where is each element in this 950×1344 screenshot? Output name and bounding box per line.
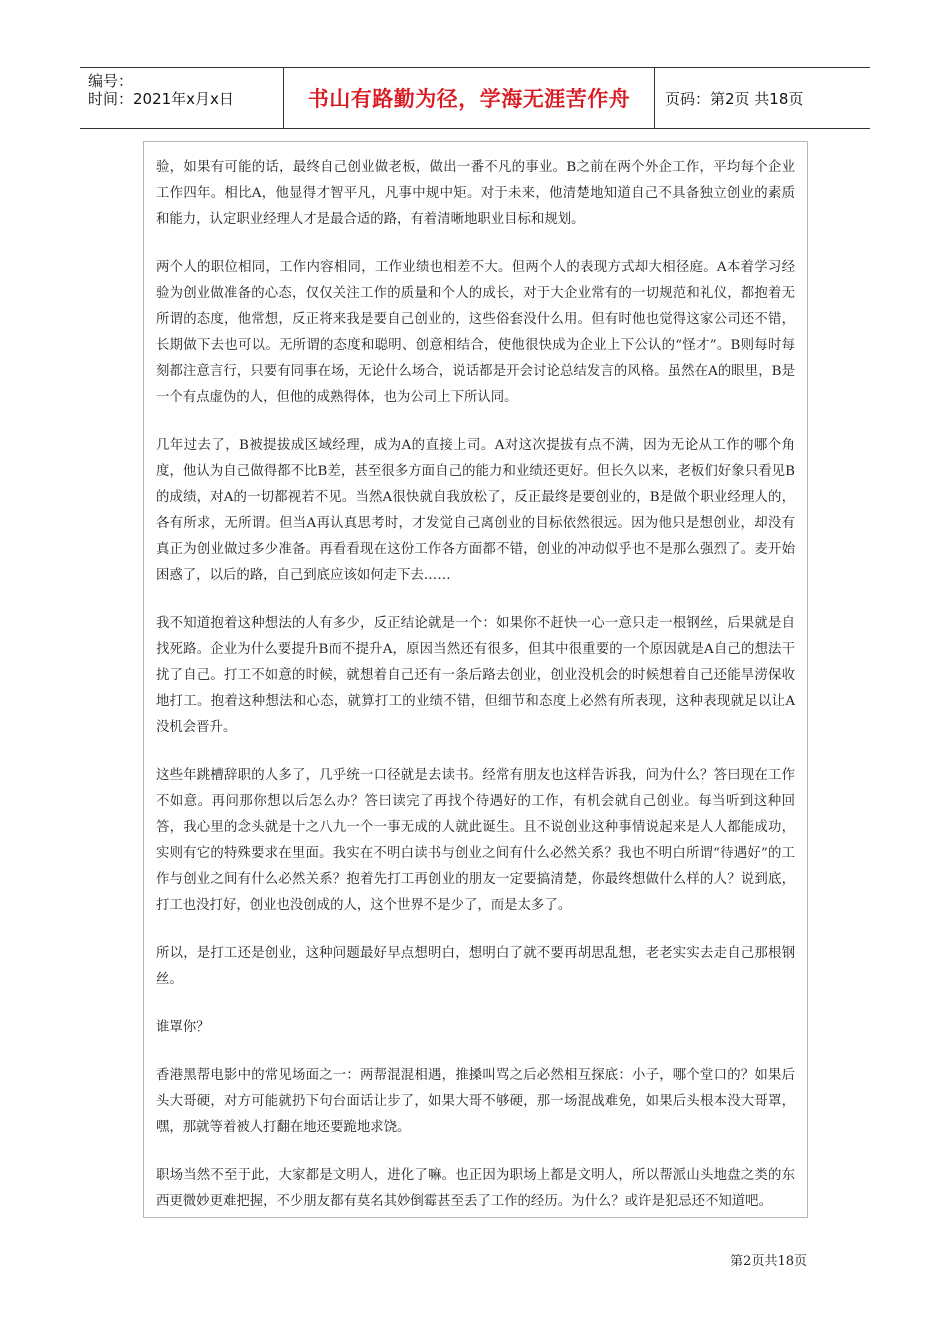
paragraph: 这些年跳槽辞职的人多了，几乎统一口径就是去读书。经常有朋友也这样告诉我，问为什么？答曰现在工作不如意。再问那你想以后怎么办？答曰读完了再找个待遇好的工作，有机会就自己创业。每当听到这种回答，我心里的念头就是十之八九一个一事无成的人就此诞生。且不说创业这种事情说起来是人人都能成功，实则有它的特殊要求在里面。我实在不明白读书与创业之间有什么必然关系？我也不明白所谓“待遇好”的工作与创业之间有什么必然关系？抱着先打工再创业的朋友一定要搞清楚，你最终想做什么样的人？说到底，打工也没打好，创业也没创成的人，这个世界不是少了，而是太多了。 — [156, 768, 795, 913]
header-page-info: 页码：第2页 共18页 — [665, 89, 804, 108]
header-meta — [80, 68, 283, 128]
paragraph: 几年过去了，B被提拔成区域经理，成为A的直接上司。A对这次提拔有点不满，因为无论从工作的哪个角度，他认为自己做得都不比B差，甚至很多方面自己的能力和业绩还更好。但长久以来，老板们好象只看见B的成绩，对A的一切都视若不见。当然A很快就自我放松了，反正最终是要创业的，B是做个职业经理人的，各有所求，无所谓。但当A再认真思考时，才发觉自己离创业的目标依然很远。因为他只是想创业，却没有真正为创业做过多少准备。再看看现在这份工作各方面都不错，创业的冲动似乎也不是那么强烈了。麦开始困惑了，以后的路，自己到底应该如何走下去…… — [156, 438, 795, 583]
document-number-label: 编号： — [88, 72, 134, 90]
paragraph: 两个人的职位相同，工作内容相同，工作业绩也相差不大。但两个人的表现方式却大相径庭。A本着学习经验为创业做准备的心态，仅仅关注工作的质量和个人的成长，对于大企业常有的一切规范和礼仪，都抱着无所谓的态度，他常想，反正将来我是要自己创业的，这些俗套没什么用。但有时他也觉得这家公司还不错，长期做下去也可以。无所谓的态度和聪明、创意相结合，使他很快成为企业上下公认的“怪才”。B则每时每刻都注意言行，只要有同事在场，无论什么场合，说话都是开会讨论总结发言的风格。虽然在A的眼里，B是一个有点虚伪的人，但他的成熟得体，也为公司上下所认同。 — [156, 260, 795, 405]
header-motto: 书山有路勤为径，学海无涯苦作舟 — [283, 68, 655, 128]
document-date: 时间：2021年x月x日 — [88, 90, 234, 108]
section-heading: 谁罩你？ — [156, 1020, 210, 1035]
document-body — [143, 141, 808, 1218]
page-header — [80, 67, 870, 129]
paragraph: 我不知道抱着这种想法的人有多少，反正结论就是一个：如果你不赶快一心一意只走一根钢丝，后果就是自找死路。企业为什么要提升B而不提升A，原因当然还有很多，但其中很重要的一个原因就是A自己的想法干扰了自己。打工不如意的时候，就想着自己还有一条后路去创业，创业没机会的时候想着自己还能旱涝保收地打工。抱着这种想法和心态，就算打工的业绩不错，但细节和态度上必然有所表现，这种表现就足以让A没机会晋升。 — [156, 616, 795, 735]
paragraph: 所以，是打工还是创业，这种问题最好早点想明白，想明白了就不要再胡思乱想，老老实实去走自己那根钢丝。 — [156, 946, 795, 987]
paragraph: 香港黑帮电影中的常见场面之一：两帮混混相遇，推搡叫骂之后必然相互探底：小子，哪个堂口的？如果后头大哥硬，对方可能就扔下句台面话让步了，如果大哥不够硬，那一场混战难免，如果后头根本没大哥罩，嘿，那就等着被人打翻在地还要跪地求饶。 — [156, 1068, 795, 1135]
paragraph: 职场当然不至于此，大家都是文明人，进化了嘛。也正因为职场上都是文明人，所以帮派山头地盘之类的东西更微妙更难把握，不少朋友都有莫名其妙倒霉甚至丢了工作的经历。为什么？或许是犯忌还不知道吧。 — [156, 1168, 795, 1209]
page-footer: 第2页共18页 — [730, 1254, 807, 1269]
paragraph: 验，如果有可能的话，最终自己创业做老板，做出一番不凡的事业。B之前在两个外企工作，平均每个企业工作四年。相比A，他显得才智平凡，凡事中规中矩。对于未来，他清楚地知道自己不具备独立创业的素质和能力，认定职业经理人才是最合适的路，有着清晰地职业目标和规划。 — [156, 160, 795, 227]
